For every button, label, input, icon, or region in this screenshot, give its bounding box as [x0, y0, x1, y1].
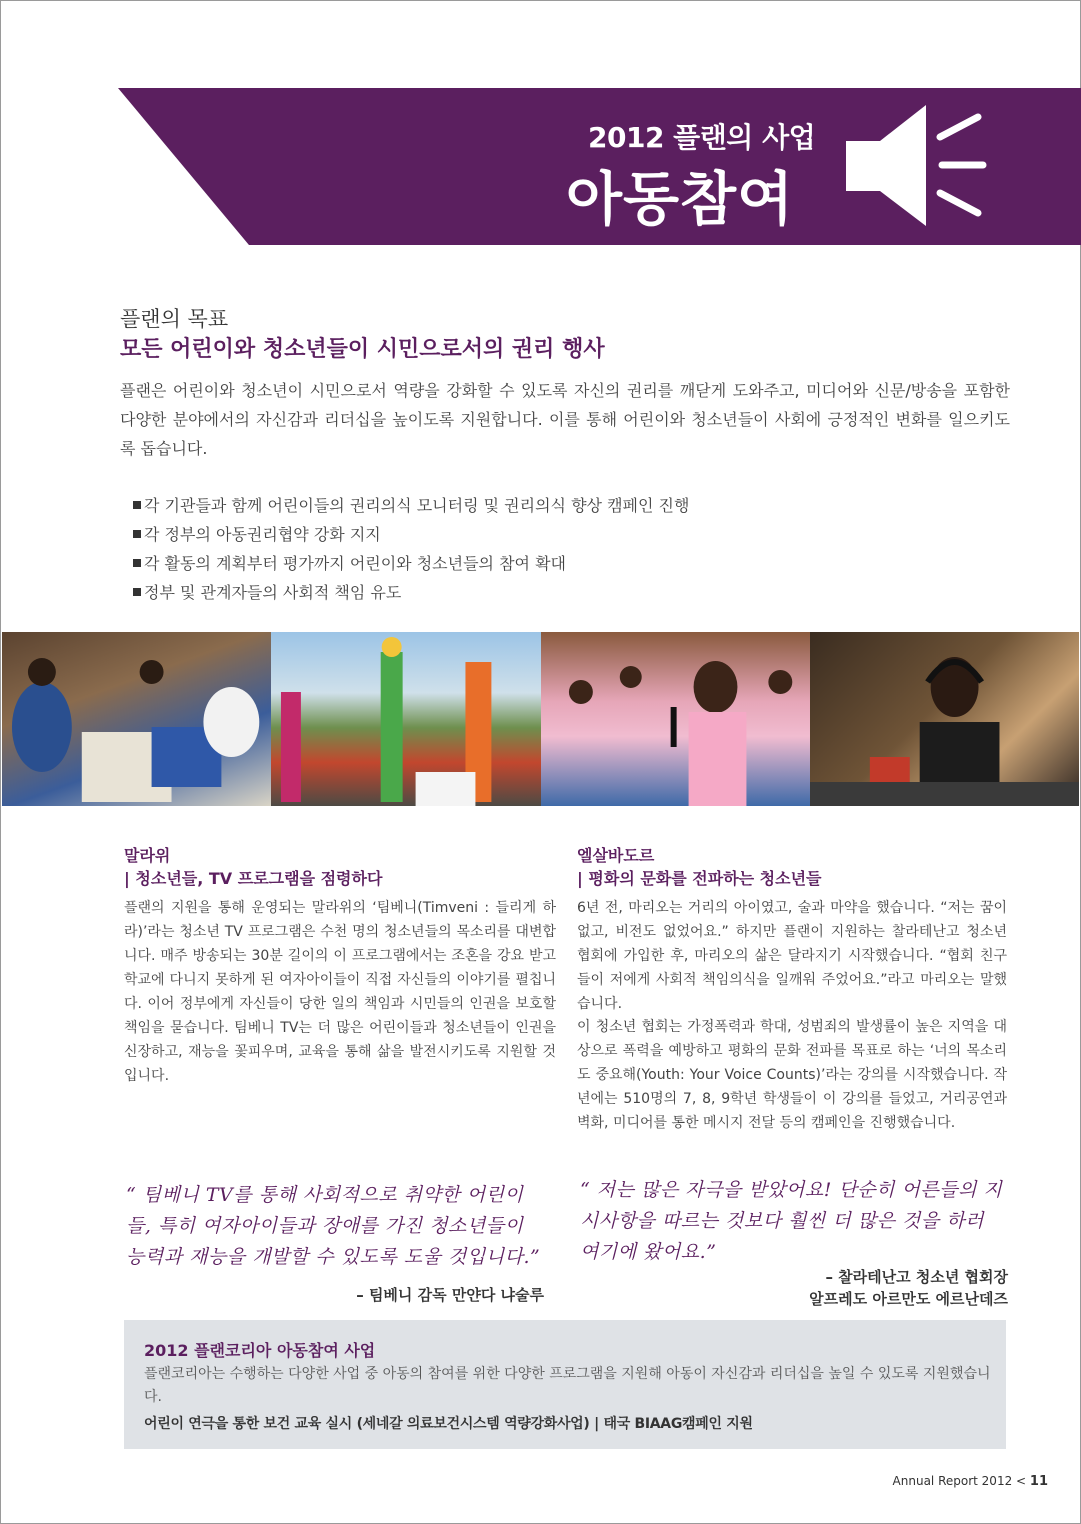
- photo-girl-speaking: [541, 632, 810, 806]
- page-footer: [893, 1474, 1048, 1489]
- bullet-text: 각 기관들과 함께 어린이들의 권리의식 모니터링 및 권리의식 향상 캠페인 진행: [144, 496, 690, 515]
- goal-intro: 플랜은 어린이와 청소년이 시민으로서 역량을 강화할 수 있도록 자신의 권리를 깨닫게 도와주고, 미디어와 신문/방송을 포함한 다양한 분야에서의 자신감과 리더십을 높이도록 지원합니다. 이를 통해 어린이와 청소년들이 사회에 긍정적인 변화를 일으키도록 돕습니다.: [120, 381, 1010, 458]
- attribution-line: 알프레도 아르만도 에르난데즈: [809, 1290, 1008, 1308]
- right-article-body-2: 이 청소년 협회는 가정폭력과 학대, 성범죄의 발생률이 높은 지역을 대상으로 폭력을 예방하고 평화의 문화 전파를 목표로 하는 ‘너의 목소리도 중요해(Youth: Your Voice Counts)’라는 강의를 시작했습니다. 작년에는 510명의 7, 8, 9학년 학생들이 이 강의를 들었고, 거리공연과 벽화, 미디어를 통한 메시지 전달 등의 캠페인을 진행했습니다.: [577, 1019, 1007, 1131]
- left-article-title: | 청소년들, TV 프로그램을 점령하다: [124, 869, 383, 888]
- bullet-text: 각 활동의 계획부터 평가까지 어린이와 청소년들의 참여 확대: [144, 554, 567, 573]
- bullet-text: 정부 및 관계자들의 사회적 책임 유도: [144, 583, 402, 602]
- infobox-text: 플랜코리아는 수행하는 다양한 사업 중 아동의 참여를 위한 다양한 프로그램을 지원해 아동이 자신감과 리더십을 높일 수 있도록 지원했습니다.: [144, 1366, 991, 1405]
- goal-heading: 모든 어린이와 청소년들이 시민으로서의 권리 행사: [120, 337, 605, 362]
- footer-label: Annual Report 2012 <: [892, 1474, 1027, 1488]
- attribution-line: – 찰라테난고 청소년 협회장: [825, 1268, 1008, 1286]
- bullet-item: [133, 578, 689, 607]
- banner-title: 아동참여: [566, 165, 795, 233]
- megaphone-icon: [842, 103, 987, 228]
- bullet-item: [133, 520, 689, 549]
- photo-radio-studio: [810, 632, 1079, 806]
- bullet-item: [133, 549, 689, 578]
- bullet-square-icon: [133, 501, 141, 509]
- bullet-square-icon: [133, 530, 141, 538]
- page-number: 11: [1029, 1474, 1048, 1489]
- infobox-title: 2012 플랜코리아 아동참여 사업: [144, 1341, 376, 1360]
- left-article-country: 말라위: [124, 846, 171, 865]
- bullet-square-icon: [133, 559, 141, 567]
- goal-label: 플랜의 목표: [120, 307, 229, 331]
- left-quote: “ 팀베니 TV를 통해 사회적으로 취약한 어린이들, 특히 여자아이들과 장애를 가진 청소년들이 능력과 재능을 개발할 수 있도록 도울 것입니다.”: [126, 1184, 541, 1268]
- right-article-title: | 평화의 문화를 전파하는 청소년들: [577, 869, 822, 888]
- left-article-body: 플랜의 지원을 통해 운영되는 말라위의 ‘팀베니(Timveni : 들리게 하라)’라는 청소년 TV 프로그램은 수천 명의 청소년들의 목소리를 대변합니다. 매주 방송되는 30분 길이의 이 프로그램에서는 조혼을 강요 받고 학교에 다니지 못하게 된 여자아이들이 직접 자신들의 이야기를 펼칩니다. 이어 정부에게 자신들이 당한 일의 책임과 시민들의 인권을 보호할 책임을 묻습니다. 팀베니 TV는 더 많은 어린이들과 청소년들이 인권을 신장하고, 재능을 꽃피우며, 교육을 통해 삶을 발전시키도록 지원할 것입니다.: [124, 900, 556, 1084]
- right-article-country: 엘살바도르: [577, 846, 655, 865]
- photo-children-drawing: [2, 632, 271, 806]
- bullet-text: 각 정부의 아동권리협약 강화 지지: [144, 525, 381, 544]
- photo-strip: [2, 632, 1079, 806]
- banner-subtitle: 2012 플랜의 사업: [588, 121, 816, 154]
- infobox-programs: 어린이 연극을 통한 보건 교육 실시 (세네갈 의료보건시스템 역량강화사업) | 태국 BIAAG캠페인 지원: [144, 1416, 753, 1432]
- right-quote: “ 저는 많은 자극을 받았어요! 단순히 어른들의 지시사항을 따르는 것보다 훨씬 더 많은 것을 하러 여기에 왔어요.”: [580, 1179, 1003, 1263]
- plan-korea-infobox: [124, 1320, 1006, 1449]
- right-article-body: 6년 전, 마리오는 거리의 아이였고, 술과 마약을 했습니다. “저는 꿈이 없고, 비전도 없었어요.” 하지만 플랜이 지원하는 찰라테난고 청소년 협회에 가입한 후, 마리오의 삶은 달라지기 시작했습니다. “협회 친구들이 저에게 사회적 책임의식을 일깨워 주었어요.”라고 마리오는 말했습니다.: [577, 900, 1007, 1012]
- right-quote-attribution: [760, 1266, 1008, 1310]
- bullet-square-icon: [133, 588, 141, 596]
- left-quote-attribution: – 팀베니 감독 만얀다 냐술루: [356, 1286, 544, 1304]
- goal-bullet-list: [133, 491, 689, 607]
- bullet-item: [133, 491, 689, 520]
- photo-stilt-parade: [271, 632, 540, 806]
